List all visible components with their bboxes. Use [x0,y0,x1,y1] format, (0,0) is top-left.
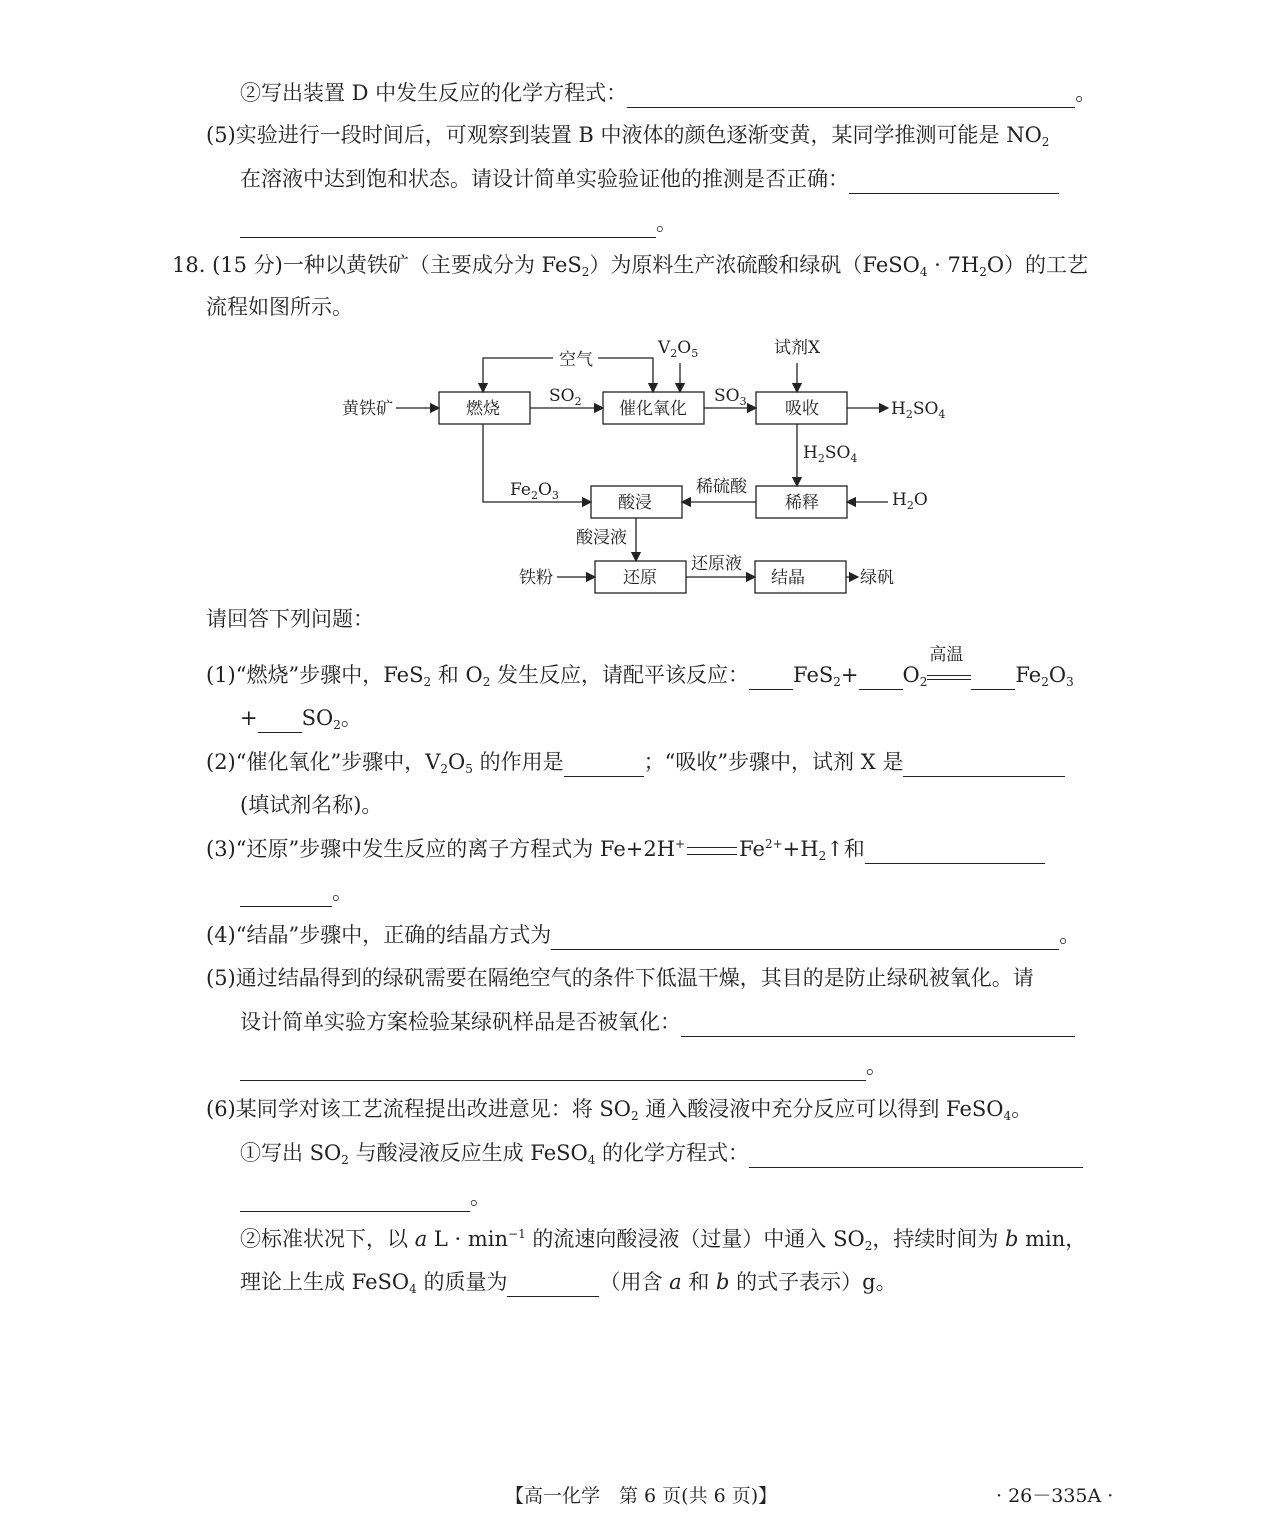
exam-code: · 26－335A · [996,1485,1114,1507]
q18-6-1-line2: 。 [240,1182,491,1212]
answer-blank[interactable] [564,752,644,777]
answer-blank[interactable] [903,752,1065,777]
process-flow-diagram [330,335,960,600]
q17-5-line1: (5)实验进行一段时间后，可观察到装置 B 中液体的颜色逐渐变黄，某同学推测可能是 $NO_2$ [206,123,1050,149]
label-h2so4-mid: $H_2SO_4$ [803,443,858,465]
q17-5-line2: 在溶液中达到饱和状态。请设计简单实验验证他的推测是否正确： [240,164,1059,194]
answer-blank[interactable] [240,882,332,907]
q18-6-line1: (6)某同学对该工艺流程提出改进意见：将 $SO_2$ 通入酸浸液中充分反应可以得到 FeSO$_4$。 [206,1097,1033,1123]
q17-5-line3: 。 [240,208,677,238]
answer-blank[interactable] [627,83,1075,108]
label-dilute: 稀释 [785,493,819,513]
label-v2o5: $V_2O_5$ [658,338,699,360]
label-leachate: 酸浸液 [576,528,627,548]
q18-5-line3: 。 [240,1051,887,1081]
label-green-vitriol: 绿矾 [860,568,894,588]
label-reagent-x: 试剂X [774,338,821,358]
label-burn: 燃烧 [466,399,500,419]
answer-blank[interactable] [240,1056,866,1081]
answer-blank[interactable] [865,839,1045,864]
q18-header-line2: 流程如图所示。 [206,295,353,319]
coef-blank-so2[interactable] [258,708,302,733]
answer-blank[interactable] [681,1012,1075,1037]
answer-blank[interactable] [507,1272,599,1297]
label-iron-powder: 铁粉 [519,568,553,588]
q18-5-line2: 设计简单实验方案检验某绿矾样品是否被氧化： [240,1007,1075,1037]
label-crystallize: 结晶 [771,568,805,588]
q18-3-line1: (3)“还原”步骤中发生反应的离子方程式为 Fe+2H+ $Fe^{2+}+H_2↑$和 [206,834,1045,864]
q18-6-1-line1: ①写出 $SO_2$ 与酸浸液反应生成 FeSO$_4$ 的化学方程式： [240,1138,1083,1168]
label-h2so4-out: $H_2SO_4$ [891,399,946,421]
answer-blank[interactable] [849,169,1059,194]
q18-6-2-line1: ②标准状况下，以 a $L \cdot \min^{-1}$ 的流速向酸浸液（过量）中通入 $SO_2$，持续时间为 b min， [240,1227,1087,1253]
label-reduce: 还原 [623,568,657,588]
label-dilute-acid: 稀硫酸 [696,477,747,497]
q18-5-line1: (5)通过结晶得到的绿矾需要在隔绝空气的条件下低温干燥，其目的是防止绿矾被氧化。请 [206,966,1034,990]
label-so3: $SO_3$ [714,386,747,408]
label-fe2o3: $Fe_2O_3$ [510,480,559,502]
answer-blank[interactable] [749,1143,1083,1168]
q18-1-line2: + $SO_2$。 [240,706,362,732]
q18-3-line2: 。 [240,877,353,907]
q18-2-line1: (2)“催化氧化”步骤中，$V_2O_5$ 的作用是 ；“吸收”步骤中，试剂 X 是 [206,747,1065,777]
answer-blank[interactable] [551,925,1059,950]
label-acid-leach: 酸浸 [618,493,652,513]
answer-blank[interactable] [240,1187,470,1212]
q18-2-line2: (填试剂名称)。 [240,793,383,817]
q18-1-line1: (1)“燃烧”步骤中，FeS$_2$ 和 $O_2$ 发生反应，请配平该反应： $FeS_2+ O_2$ 高温 $Fe_2O_3$ [206,645,1074,689]
q18-4-line: (4)“结晶”步骤中，正确的结晶方式为 。 [206,920,1080,950]
label-so2: $SO_2$ [549,386,582,408]
coef-blank-o2[interactable] [859,665,903,690]
label-air: 空气 [559,350,593,370]
coef-blank-fes2[interactable] [749,665,793,690]
label-absorb: 吸收 [785,399,819,419]
q18-6-2-line2: 理论上生成 FeSO$_4$ 的质量为 （用含 a 和 b 的式子表示）g。 [240,1270,897,1296]
label-pyrite: 黄铁矿 [342,399,393,419]
q17-4-2-line: ②写出装置 D 中发生反应的化学方程式： 。 [240,78,1096,108]
page-footer: 【高一化学 第 6 页(共 6 页)】 [505,1485,778,1507]
high-temp-equals: 高温 [927,660,971,690]
q18-prompt: 请回答下列问题： [206,607,374,631]
label-h2o: $H_2O$ [892,490,928,512]
answer-blank[interactable] [240,213,656,238]
label-catalytic-oxidation: 催化氧化 [619,399,687,419]
label-reduced-liquid: 还原液 [691,554,742,574]
q18-header: 18. (15 分)一种以黄铁矿（主要成分为 FeS$_2$）为原料生产浓硫酸和绿矾（FeSO$_4$ · $7H_2O$）的工艺 [172,253,1089,279]
coef-blank-fe2o3[interactable] [971,665,1015,690]
